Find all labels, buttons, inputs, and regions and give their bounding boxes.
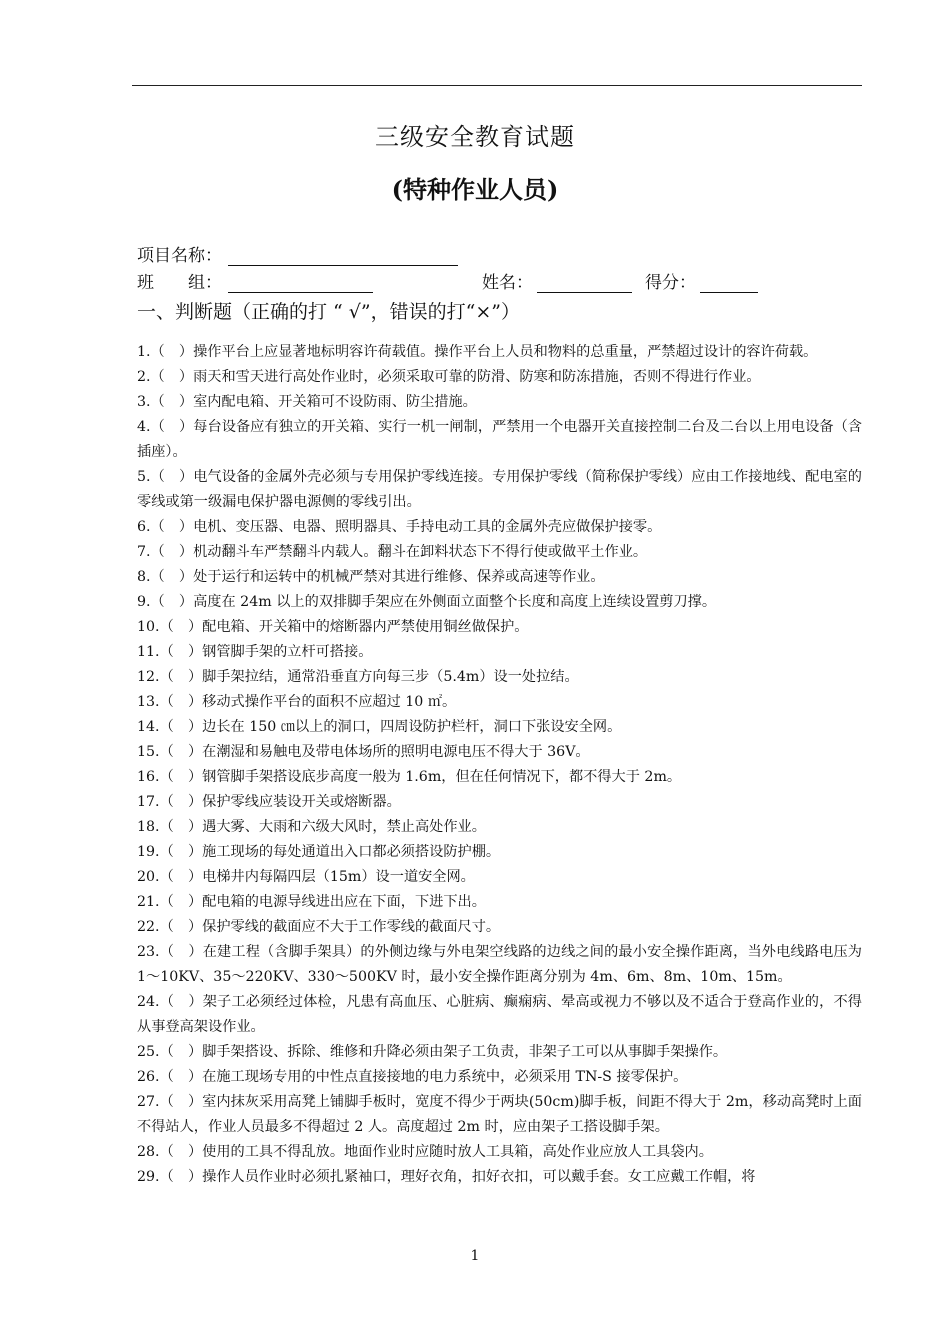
name-field bbox=[482, 268, 632, 293]
project-name-blank[interactable] bbox=[228, 247, 458, 266]
question-item: 20.（ ）电梯井内每隔四层（15m）设一道安全网。 bbox=[137, 869, 475, 885]
question-item: 13.（ ）移动式操作平台的面积不应超过 10 ㎡。 bbox=[137, 694, 457, 710]
section-heading: 一、判断题（正确的打 “ √”，错误的打“×”） bbox=[137, 301, 520, 323]
question-item: 4.（ ）每台设备应有独立的开关箱、实行一机一闸制，严禁用一个电器开关直接控制二台及二台以上用电设备（含插座）。 bbox=[137, 419, 862, 460]
team-field bbox=[137, 268, 373, 293]
question-item: 15.（ ）在潮湿和易触电及带电体场所的照明电源电压不得大于 36V。 bbox=[137, 744, 590, 760]
score-field bbox=[645, 268, 758, 293]
question-item: 2.（ ）雨天和雪天进行高处作业时，必须采取可靠的防滑、防寒和防冻措施，否则不得进行作业。 bbox=[137, 369, 761, 385]
question-item: 19.（ ）施工现场的每处通道出入口都必须搭设防护棚。 bbox=[137, 844, 501, 860]
question-item: 12.（ ）脚手架拉结，通常沿垂直方向每三步（5.4m）设一处拉结。 bbox=[137, 669, 579, 685]
question-item: 22.（ ）保护零线的截面应不大于工作零线的截面尺寸。 bbox=[137, 919, 501, 935]
header-rule bbox=[132, 85, 862, 86]
question-item: 3.（ ）室内配电箱、开关箱可不设防雨、防尘措施。 bbox=[137, 394, 477, 410]
score-blank[interactable] bbox=[700, 274, 758, 293]
question-item: 28.（ ）使用的工具不得乱放。地面作业时应随时放人工具箱，高处作业应放人工具袋内。 bbox=[137, 1144, 713, 1160]
question-item: 18.（ ）遇大雾、大雨和六级大风时，禁止高处作业。 bbox=[137, 819, 486, 835]
question-item: 7.（ ）机动翻斗车严禁翻斗内载人。翻斗在卸料状态下不得行使或做平土作业。 bbox=[137, 544, 648, 560]
page-number: 1 bbox=[470, 1248, 480, 1264]
team-blank[interactable] bbox=[228, 274, 373, 293]
team-label: 班 组： bbox=[137, 273, 222, 293]
question-list bbox=[137, 340, 862, 1190]
score-label: 得分： bbox=[645, 273, 696, 293]
question-item: 8.（ ）处于运行和运转中的机械严禁对其进行维修、保养或高速等作业。 bbox=[137, 569, 605, 585]
question-item: 24.（ ）架子工必须经过体检，凡患有高血压、心脏病、癫痫病、晕高或视力不够以及不适合于登高作业的，不得从事登高架设作业。 bbox=[137, 994, 862, 1035]
project-name-field bbox=[137, 241, 458, 266]
question-item: 6.（ ）电机、变压器、电器、照明器具、手持电动工具的金属外壳应做保护接零。 bbox=[137, 519, 662, 535]
question-item: 5.（ ）电气设备的金属外壳必须与专用保护零线连接。专用保护零线（简称保护零线）应由工作接地线、配电室的零线或第一级漏电保护器电源侧的零线引出。 bbox=[137, 469, 862, 510]
page-title: 三级安全教育试题 bbox=[375, 123, 575, 151]
question-item: 25.（ ）脚手架搭设、拆除、维修和升降必须由架子工负责，非架子工可以从事脚手架操作。 bbox=[137, 1044, 728, 1060]
question-item: 14.（ ）边长在 150 ㎝以上的洞口，四周设防护栏杆，洞口下张设安全网。 bbox=[137, 719, 622, 735]
question-item: 16.（ ）钢管脚手架搭设底步高度一般为 1.6m，但在任何情况下，都不得大于 2m。 bbox=[137, 769, 682, 785]
name-blank[interactable] bbox=[537, 274, 632, 293]
question-item: 29.（ ）操作人员作业时必须扎紧袖口，理好衣角，扣好衣扣，可以戴手套。女工应戴工作帽，将 bbox=[137, 1169, 756, 1185]
page-subtitle: (特种作业人员) bbox=[391, 175, 559, 204]
question-item: 17.（ ）保护零线应装设开关或熔断器。 bbox=[137, 794, 401, 810]
question-item: 23.（ ）在建工程（含脚手架具）的外侧边缘与外电架空线路的边线之间的最小安全操作距离，当外电线路电压为 1～10KV、35～220KV、330～500KV 时，最小安全操作距离分别为 4m、6m、8m、10m、15m。 bbox=[137, 944, 862, 985]
question-item: 1.（ ）操作平台上应显著地标明容许荷载值。操作平台上人员和物料的总重量，严禁超过设计的容许荷载。 bbox=[137, 344, 818, 360]
question-item: 9.（ ）高度在 24m 以上的双排脚手架应在外侧面立面整个长度和高度上连续设置剪刀撑。 bbox=[137, 594, 717, 610]
question-item: 21.（ ）配电箱的电源导线进出应在下面，下进下出。 bbox=[137, 894, 486, 910]
question-item: 27.（ ）室内抹灰采用高凳上铺脚手板时，宽度不得少于两块(50cm)脚手板，间距不得大于 2m，移动高凳时上面不得站人，作业人员最多不得超过 2 人。高度超过 2m 时，应由架子工搭设脚手架。 bbox=[137, 1094, 862, 1135]
name-label: 姓名： bbox=[482, 273, 533, 293]
question-item: 10.（ ）配电箱、开关箱中的熔断器内严禁使用铜丝做保护。 bbox=[137, 619, 529, 635]
question-item: 11.（ ）钢管脚手架的立杆可搭接。 bbox=[137, 644, 373, 660]
question-item: 26.（ ）在施工现场专用的中性点直接接地的电力系统中，必须采用 TN-S 接零保护。 bbox=[137, 1069, 688, 1085]
project-name-label: 项目名称： bbox=[137, 246, 222, 266]
